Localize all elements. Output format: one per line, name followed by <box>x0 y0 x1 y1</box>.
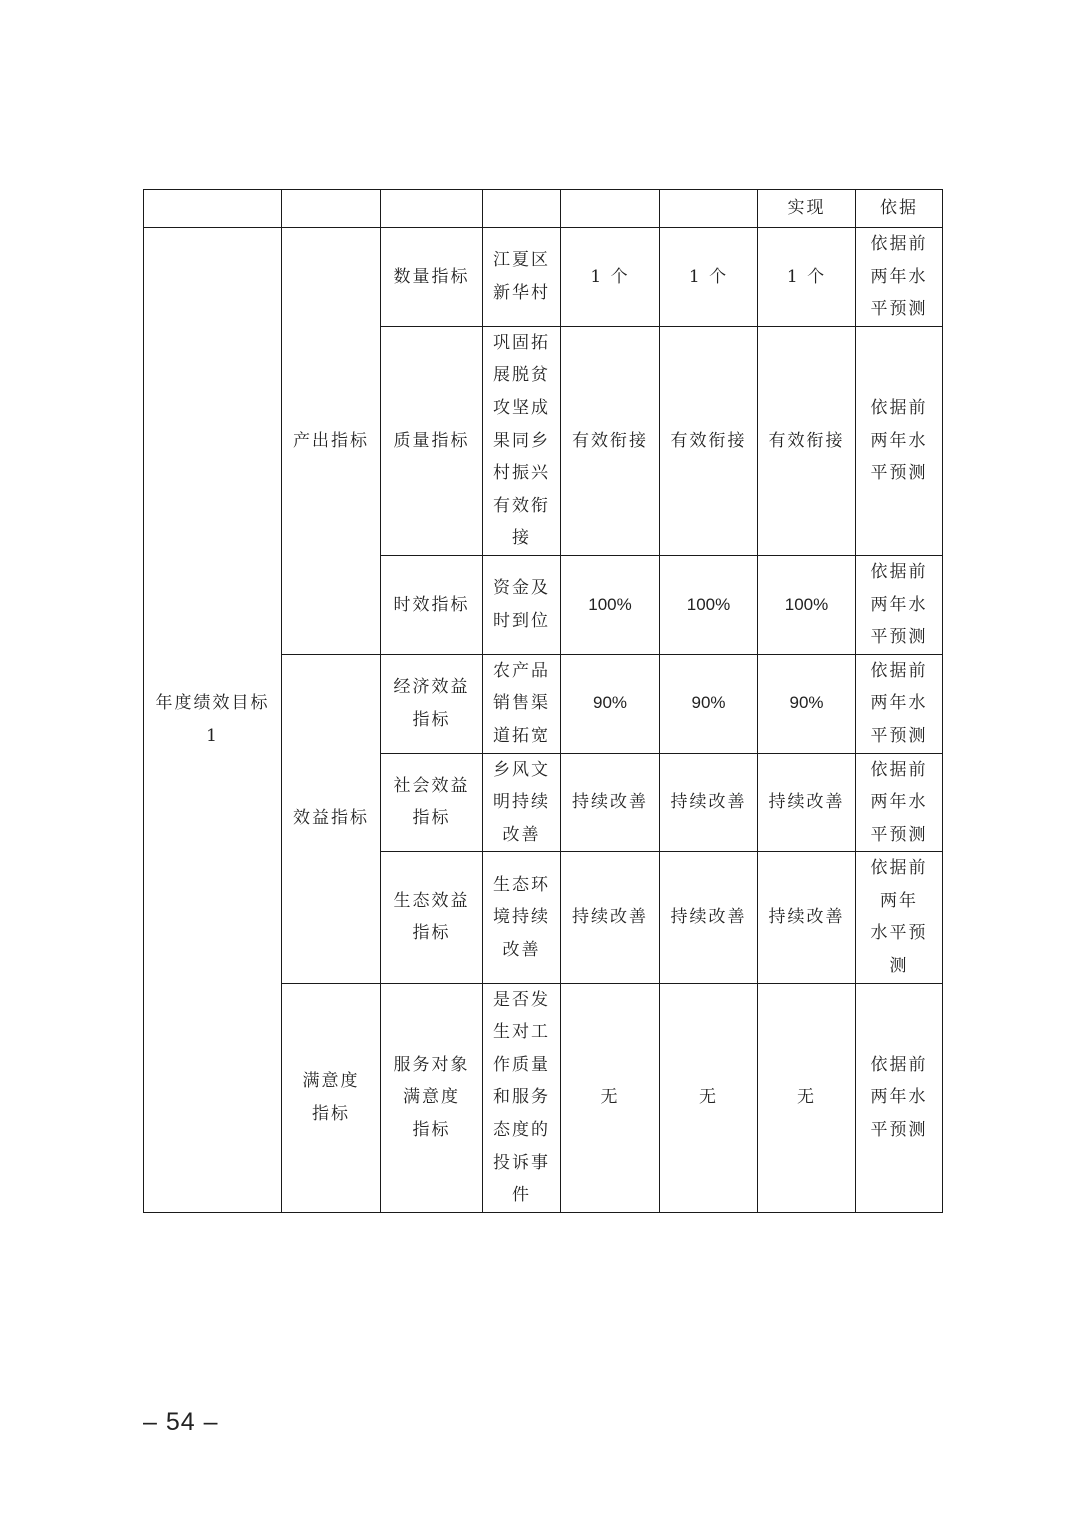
content-cell: 乡风文 明持续 改善 <box>483 753 561 852</box>
value-cell: 持续改善 <box>561 753 660 852</box>
value-cell: 有效衔接 <box>561 326 660 555</box>
content-cell: 江夏区 新华村 <box>483 228 561 327</box>
content-cell: 资金及 时到位 <box>483 555 561 654</box>
indicator-cell: 质量指标 <box>381 326 483 555</box>
value-cell: 90% <box>561 654 660 753</box>
basis-cell: 依据前 两年水 平预测 <box>856 654 943 753</box>
group-output-cell: 产出指标 <box>282 228 381 655</box>
value-cell: 持续改善 <box>561 852 660 983</box>
content-cell: 农产品 销售渠 道拓宽 <box>483 654 561 753</box>
header-cell-realize: 实现 <box>758 190 856 228</box>
value-cell: 90% <box>660 654 758 753</box>
group-satisfaction-cell: 满意度 指标 <box>282 983 381 1212</box>
performance-goal-table <box>143 189 943 1213</box>
value-cell: 100% <box>758 555 856 654</box>
indicator-cell: 社会效益 指标 <box>381 753 483 852</box>
header-cell-2 <box>282 190 381 228</box>
header-cell-4 <box>483 190 561 228</box>
indicator-cell: 服务对象 满意度 指标 <box>381 983 483 1212</box>
value-cell: 无 <box>660 983 758 1212</box>
annual-goal-cell: 年度绩效目标 1 <box>144 228 282 1213</box>
value-cell: 持续改善 <box>758 852 856 983</box>
value-cell: 100% <box>561 555 660 654</box>
table-header-row <box>144 190 943 228</box>
header-cell-1 <box>144 190 282 228</box>
indicator-cell: 数量指标 <box>381 228 483 327</box>
performance-table-wrapper <box>143 189 943 1213</box>
group-benefit-cell: 效益指标 <box>282 654 381 983</box>
indicator-cell: 经济效益 指标 <box>381 654 483 753</box>
content-cell: 生态环 境持续 改善 <box>483 852 561 983</box>
content-cell: 是否发 生对工 作质量 和服务 态度的 投诉事 件 <box>483 983 561 1212</box>
basis-cell: 依据前 两年 水平预 测 <box>856 852 943 983</box>
basis-cell: 依据前 两年水 平预测 <box>856 228 943 327</box>
page-number: – 54 – <box>143 1408 219 1436</box>
value-cell: 1 个 <box>758 228 856 327</box>
value-cell: 持续改善 <box>758 753 856 852</box>
value-cell: 100% <box>660 555 758 654</box>
header-cell-6 <box>660 190 758 228</box>
basis-cell: 依据前 两年水 平预测 <box>856 983 943 1212</box>
basis-cell: 依据前 两年水 平预测 <box>856 326 943 555</box>
value-cell: 有效衔接 <box>660 326 758 555</box>
content-cell: 巩固拓 展脱贫 攻坚成 果同乡 村振兴 有效衔 接 <box>483 326 561 555</box>
value-cell: 有效衔接 <box>758 326 856 555</box>
value-cell: 90% <box>758 654 856 753</box>
value-cell: 持续改善 <box>660 852 758 983</box>
basis-cell: 依据前 两年水 平预测 <box>856 555 943 654</box>
value-cell: 持续改善 <box>660 753 758 852</box>
value-cell: 无 <box>758 983 856 1212</box>
header-cell-5 <box>561 190 660 228</box>
basis-cell: 依据前 两年水 平预测 <box>856 753 943 852</box>
indicator-cell: 生态效益 指标 <box>381 852 483 983</box>
header-cell-3 <box>381 190 483 228</box>
value-cell: 无 <box>561 983 660 1212</box>
header-cell-basis: 依据 <box>856 190 943 228</box>
indicator-cell: 时效指标 <box>381 555 483 654</box>
table-row <box>144 228 943 327</box>
value-cell: 1 个 <box>561 228 660 327</box>
value-cell: 1 个 <box>660 228 758 327</box>
